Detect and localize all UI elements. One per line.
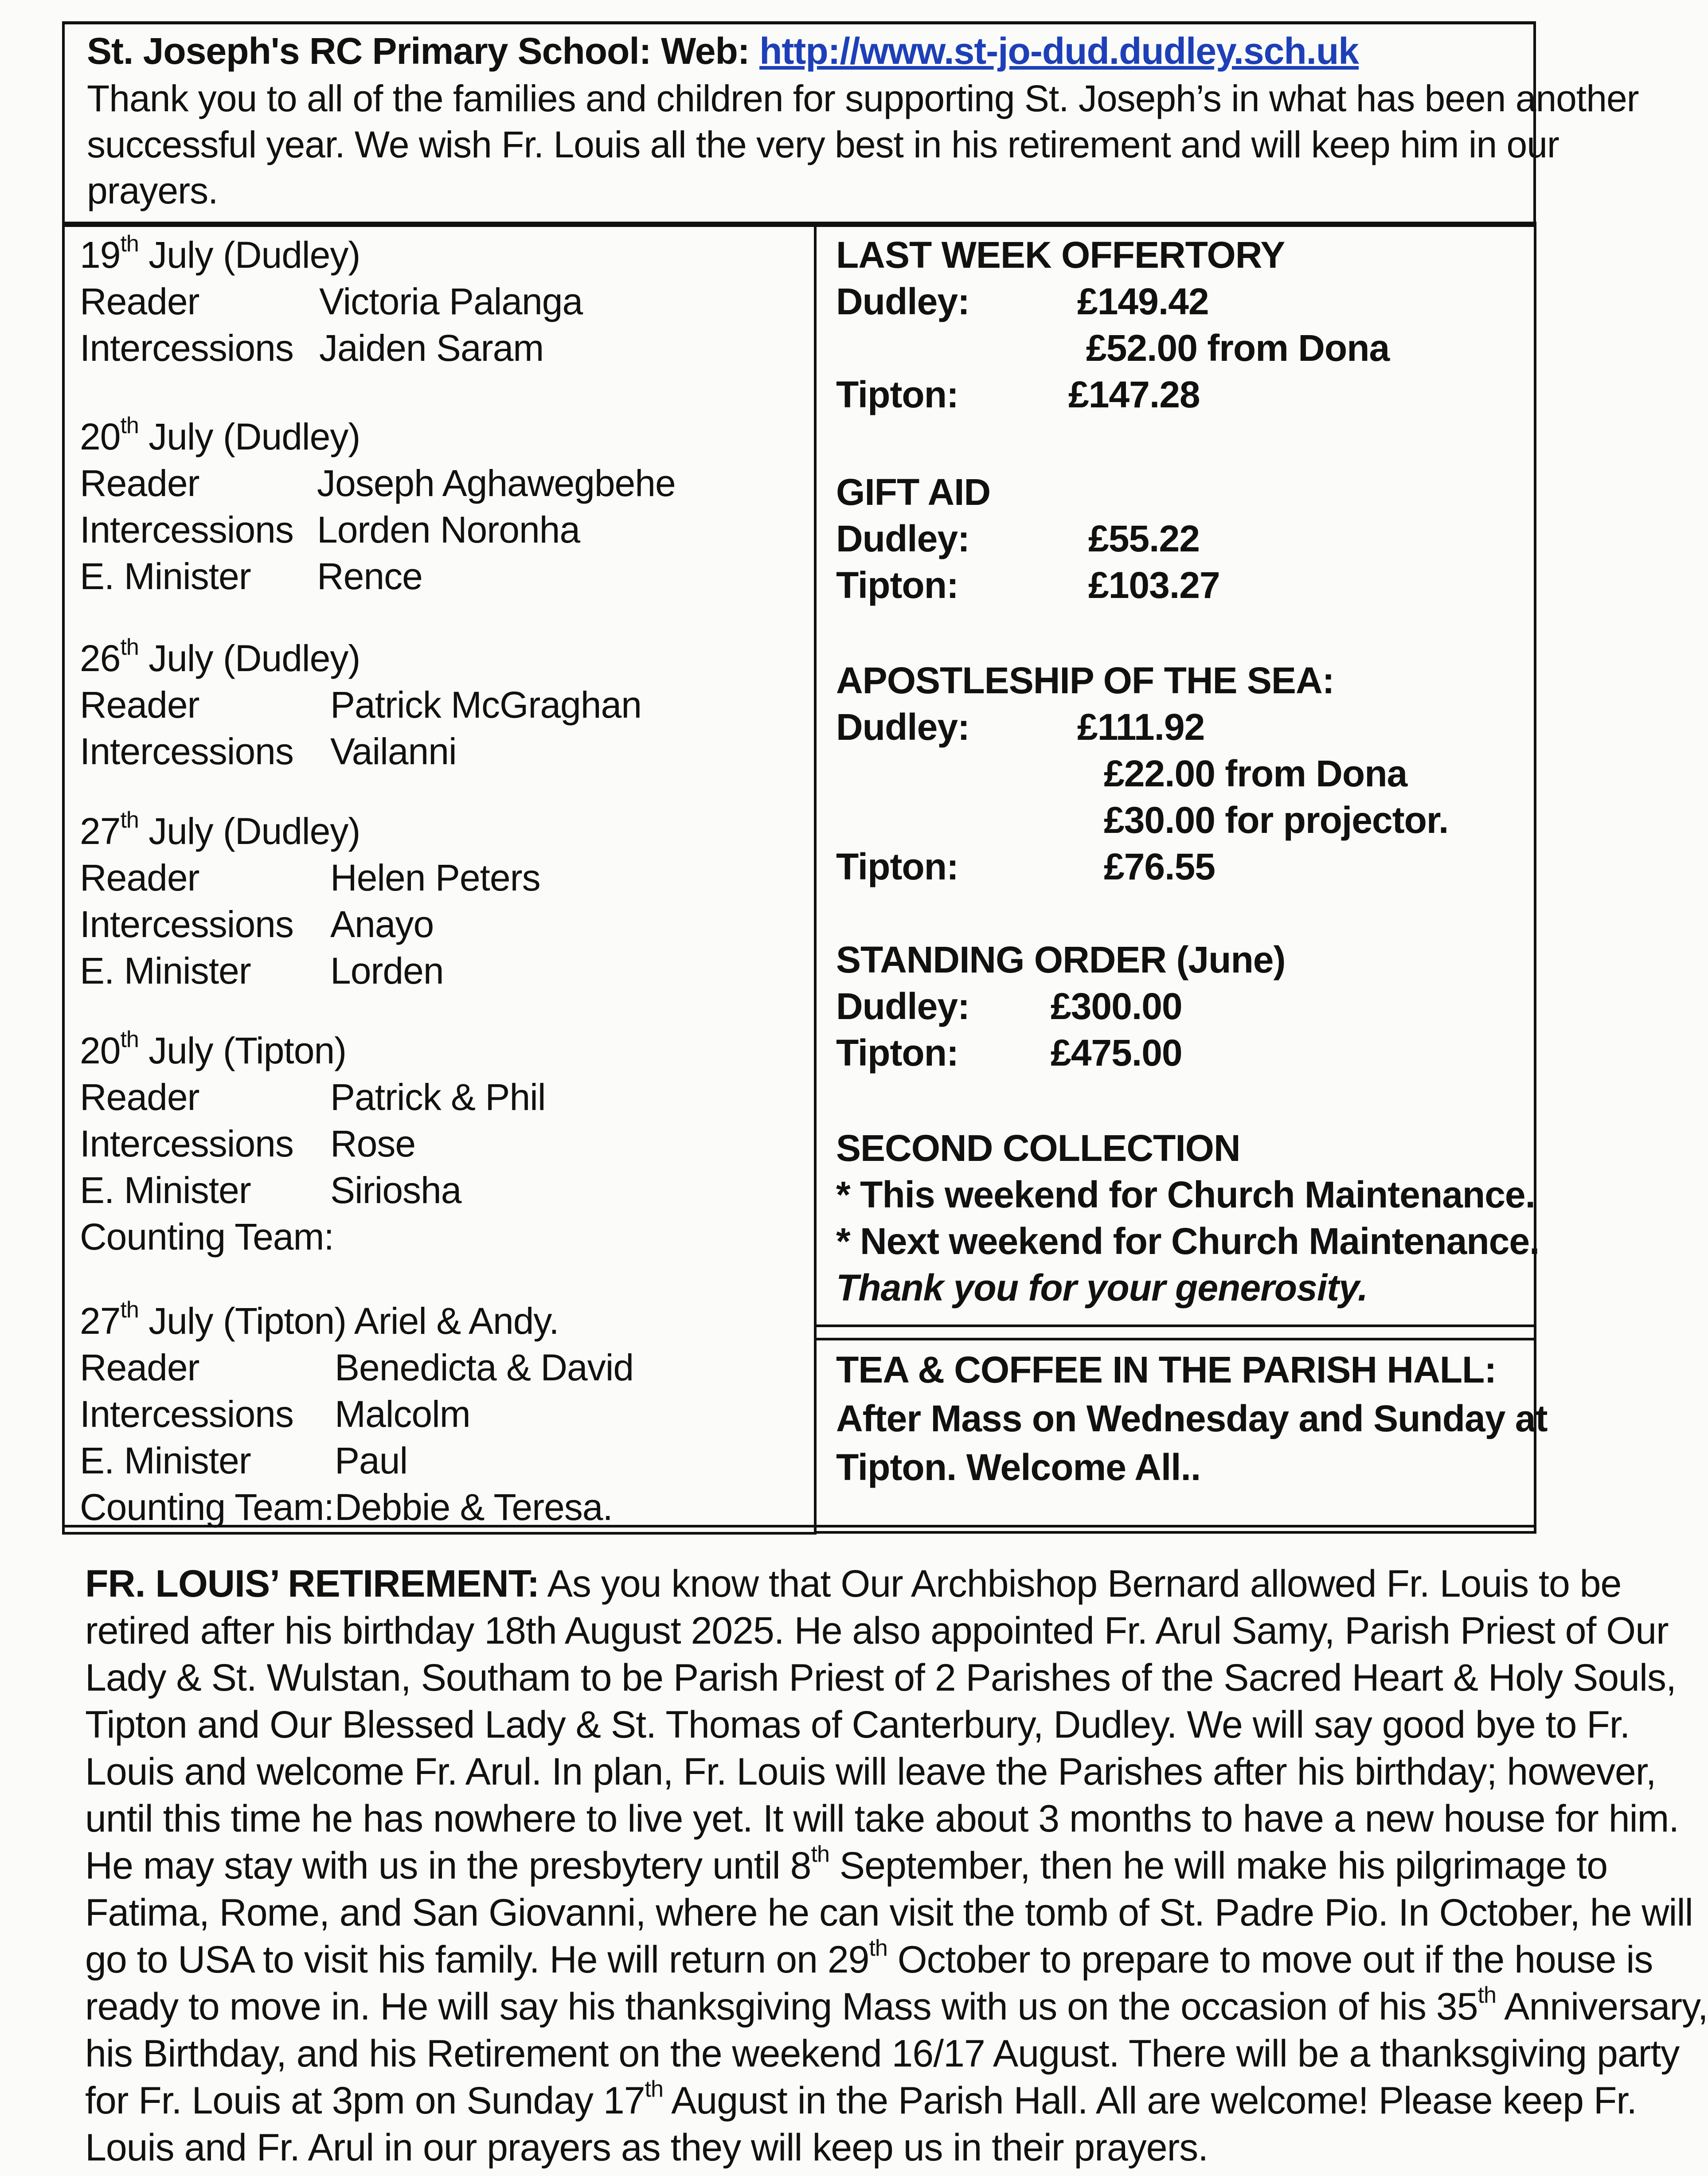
roster-role: Reader bbox=[80, 1347, 199, 1388]
retirement-line-3: Lady & St. Wulstan, Southam to be Parish Priest of 2 Parishes of the Sacred Heart & Holy Souls, bbox=[85, 1656, 1676, 1699]
roster-role: Reader bbox=[80, 1076, 199, 1118]
retirement-line-8: Fatima, Rome, and San Giovanni, where he can visit the tomb of St. Padre Pio. In October, he will bbox=[85, 1891, 1693, 1934]
roster-date-rest: July (Tipton) bbox=[138, 1030, 347, 1071]
roster-day: 20 bbox=[80, 1030, 121, 1071]
standing-order-dudley-label: Dudley: bbox=[836, 985, 970, 1027]
standing-order-title: STANDING ORDER (June) bbox=[836, 939, 1286, 981]
roster-day-suffix: th bbox=[120, 231, 139, 257]
retirement-line-1 bbox=[85, 1560, 1622, 1607]
retirement-line-4: Tipton and Our Blessed Lady & St. Thomas of Canterbury, Dudley. We will say good bye to Fr. bbox=[85, 1703, 1630, 1746]
roster-person: Patrick McGraghan bbox=[330, 684, 641, 726]
roster-person: Malcolm bbox=[335, 1393, 470, 1435]
retirement-line-5: Louis and welcome Fr. Arul. In plan, Fr. Louis will leave the Parishes after his birthday; however, bbox=[85, 1750, 1656, 1793]
roster-person: Rence bbox=[317, 555, 422, 597]
retirement-line-10-sup: th bbox=[1477, 1982, 1496, 2008]
roster-role: E. Minister bbox=[80, 1169, 251, 1211]
retirement-heading: FR. LOUIS’ RETIREMENT: bbox=[85, 1563, 539, 1605]
retirement-line-6: until this time he has nowhere to live yet. It will take about 3 months to have a new house for him. bbox=[85, 1797, 1679, 1840]
retirement-line-7 bbox=[85, 1841, 1608, 1889]
retirement-line-9 bbox=[85, 1935, 1653, 1983]
roster-person: Paul bbox=[335, 1440, 408, 1481]
roster-date-heading bbox=[80, 809, 360, 853]
roster-person: Patrick & Phil bbox=[330, 1076, 546, 1118]
retirement-line-13: Louis and Fr. Arul in our prayers as they will keep us in their prayers. bbox=[85, 2126, 1208, 2169]
offertory-dudley-note: £52.00 from Dona bbox=[1086, 327, 1390, 369]
roster-day-suffix: th bbox=[120, 413, 139, 438]
roster-role: Reader bbox=[80, 462, 199, 504]
roster-date-heading bbox=[80, 636, 360, 680]
school-text-line-3: prayers. bbox=[87, 170, 218, 211]
apostleship-tipton-value: £76.55 bbox=[1104, 846, 1215, 887]
roster-day: 27 bbox=[80, 1300, 121, 1342]
school-text-line-2: successful year. We wish Fr. Louis all the very best in his retirement and will keep him in our bbox=[87, 124, 1559, 165]
roster-role: Intercessions bbox=[80, 509, 293, 551]
retirement-line-10-a: ready to move in. He will say his thanksgiving Mass with us on the occasion of his 35 bbox=[85, 1985, 1478, 2028]
roster-person: Debbie & Teresa. bbox=[335, 1486, 613, 1528]
gift-aid-dudley-label: Dudley: bbox=[836, 518, 970, 559]
roster-person: Joseph Aghawegbehe bbox=[317, 462, 676, 504]
roster-role: Intercessions bbox=[80, 1393, 293, 1435]
school-website-link[interactable]: http://www.st-jo-dud.dudley.sch.uk bbox=[759, 30, 1359, 72]
apostleship-tipton-label: Tipton: bbox=[836, 846, 959, 887]
roster-date-heading bbox=[80, 233, 360, 277]
retirement-line-7-sup: th bbox=[811, 1841, 829, 1867]
roster-person: Vailanni bbox=[330, 731, 457, 772]
offertory-tipton-label: Tipton: bbox=[836, 374, 959, 415]
tea-line-2: Tipton. Welcome All.. bbox=[836, 1446, 1201, 1488]
roster-day: 20 bbox=[80, 416, 121, 457]
second-collection-next-weekend: * Next weekend for Church Maintenance. bbox=[836, 1220, 1540, 1262]
roster-day-suffix: th bbox=[120, 634, 139, 660]
tea-title: TEA & COFFEE IN THE PARISH HALL: bbox=[836, 1349, 1497, 1391]
roster-role: Intercessions bbox=[80, 327, 293, 369]
roster-role: Intercessions bbox=[80, 903, 293, 945]
roster-day: 26 bbox=[80, 637, 121, 679]
retirement-line-10-b: Anniversary, bbox=[1496, 1985, 1708, 2028]
offertory-dudley-value: £149.42 bbox=[1077, 281, 1209, 322]
roster-person: Helen Peters bbox=[330, 857, 540, 899]
standing-order-dudley-value: £300.00 bbox=[1051, 985, 1182, 1027]
tea-section-rule-top bbox=[817, 1324, 1536, 1327]
offertory-dudley-label: Dudley: bbox=[836, 281, 970, 322]
generosity-thanks: Thank you for your generosity. bbox=[836, 1267, 1368, 1309]
roster-person: Benedicta & David bbox=[335, 1347, 634, 1388]
school-heading-line bbox=[87, 29, 1359, 73]
roster-day: 19 bbox=[80, 234, 121, 276]
roster-date-rest: July (Dudley) bbox=[138, 810, 360, 852]
roster-date-rest: July (Dudley) bbox=[138, 234, 360, 276]
roster-date-rest: July (Dudley) bbox=[138, 416, 360, 457]
roster-day-suffix: th bbox=[120, 1027, 139, 1052]
second-collection-title: SECOND COLLECTION bbox=[836, 1127, 1240, 1169]
roster-role: Reader bbox=[80, 857, 199, 899]
roster-role: E. Minister bbox=[80, 1440, 251, 1481]
roster-day: 27 bbox=[80, 810, 121, 852]
roster-day-suffix: th bbox=[120, 1297, 139, 1323]
roster-day-suffix: th bbox=[120, 807, 139, 833]
gift-aid-dudley-value: £55.22 bbox=[1088, 518, 1200, 559]
roster-person: Anayo bbox=[330, 903, 434, 945]
roster-date-heading bbox=[80, 414, 360, 459]
roster-role: Reader bbox=[80, 684, 199, 726]
retirement-line-7-a: He may stay with us in the presbytery until 8 bbox=[85, 1844, 811, 1887]
retirement-line-10 bbox=[85, 1982, 1708, 2030]
retirement-line-12-b: August in the Parish Hall. All are welcome! Please keep Fr. bbox=[663, 2079, 1637, 2122]
retirement-line-12-a: for Fr. Louis at 3pm on Sunday 17 bbox=[85, 2079, 645, 2122]
roster-role: E. Minister bbox=[80, 555, 251, 597]
school-text-line-1: Thank you to all of the families and children for supporting St. Joseph’s in what has been another bbox=[87, 78, 1639, 119]
school-heading: St. Joseph's RC Primary School: Web: bbox=[87, 30, 750, 72]
roster-person: Victoria Palanga bbox=[319, 281, 583, 322]
gift-aid-tipton-label: Tipton: bbox=[836, 564, 959, 606]
retirement-line-9-a: go to USA to visit his family. He will return on 29 bbox=[85, 1938, 869, 1981]
roster-person: Rose bbox=[330, 1123, 416, 1164]
retirement-line-2: retired after his birthday 18th August 2025. He also appointed Fr. Arul Samy, Parish Priest of Our bbox=[85, 1610, 1669, 1652]
retirement-line-9-b: October to prepare to move out if the house is bbox=[887, 1938, 1653, 1981]
roster-role: E. Minister bbox=[80, 950, 251, 992]
retirement-line-12-sup: th bbox=[645, 2076, 663, 2102]
standing-order-tipton-label: Tipton: bbox=[836, 1032, 959, 1074]
roster-role: Counting Team: bbox=[80, 1486, 334, 1528]
roster-date-heading bbox=[80, 1299, 559, 1343]
offertory-tipton-value: £147.28 bbox=[1068, 374, 1200, 415]
standing-order-tipton-value: £475.00 bbox=[1051, 1032, 1182, 1074]
apostleship-title: APOSTLESHIP OF THE SEA: bbox=[836, 660, 1334, 701]
roster-person: Lorden bbox=[330, 950, 444, 992]
retirement-line-11: his Birthday, and his Retirement on the weekend 16/17 August. There will be a thanksgiving party bbox=[85, 2032, 1680, 2075]
roster-date-rest: July (Tipton) Ariel & Andy. bbox=[138, 1300, 559, 1342]
second-collection-this-weekend: * This weekend for Church Maintenance. bbox=[836, 1174, 1535, 1215]
roster-role: Counting Team: bbox=[80, 1216, 334, 1258]
apostleship-dudley-value: £111.92 bbox=[1077, 706, 1205, 748]
roster-role: Reader bbox=[80, 281, 199, 322]
roster-date-rest: July (Dudley) bbox=[138, 637, 360, 679]
apostleship-note-dona: £22.00 from Dona bbox=[1104, 753, 1407, 794]
roster-date-heading bbox=[80, 1028, 346, 1073]
tea-section-rule bbox=[817, 1338, 1536, 1340]
gift-aid-title: GIFT AID bbox=[836, 471, 991, 513]
offertory-title: LAST WEEK OFFERTORY bbox=[836, 234, 1285, 276]
retirement-line-1-text: As you know that Our Archbishop Bernard allowed Fr. Louis to be bbox=[539, 1563, 1622, 1605]
retirement-line-7-b: September, then he will make his pilgrimage to bbox=[829, 1844, 1608, 1887]
roster-person: Jaiden Saram bbox=[319, 327, 544, 369]
roster-role: Intercessions bbox=[80, 731, 293, 772]
retirement-line-9-sup: th bbox=[869, 1935, 887, 1961]
roster-role: Intercessions bbox=[80, 1123, 293, 1164]
apostleship-note-projector: £30.00 for projector. bbox=[1104, 799, 1449, 841]
retirement-line-12 bbox=[85, 2076, 1637, 2124]
apostleship-dudley-label: Dudley: bbox=[836, 706, 970, 748]
gift-aid-tipton-value: £103.27 bbox=[1088, 564, 1220, 606]
roster-person: Siriosha bbox=[330, 1169, 461, 1211]
roster-person: Lorden Noronha bbox=[317, 509, 580, 551]
tea-line-1: After Mass on Wednesday and Sunday at bbox=[836, 1398, 1548, 1439]
